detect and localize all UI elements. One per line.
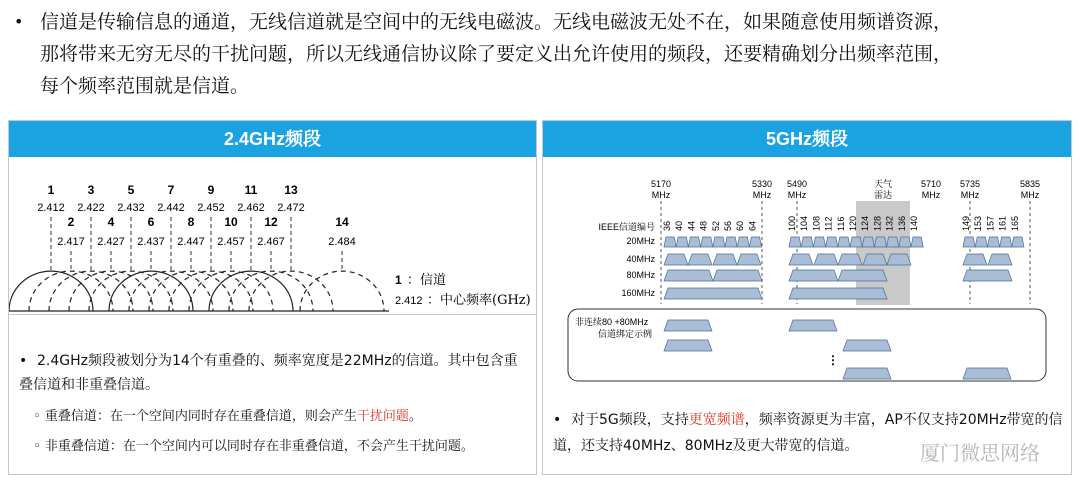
left-sub-2	[33, 437, 529, 457]
channel-number: 157	[985, 215, 996, 231]
sub1-highlight: 干扰问题	[356, 409, 409, 424]
legend-key-2: 2.412	[395, 295, 423, 307]
freq-label: 5710	[920, 179, 942, 189]
channel-arc	[69, 271, 153, 311]
channel-number: 8	[187, 215, 195, 229]
channel-arc	[249, 271, 333, 311]
channel-40mhz	[664, 254, 688, 265]
channel-20mhz	[713, 237, 725, 247]
left-sub-1	[33, 407, 529, 427]
row-label: 160MHz	[621, 288, 655, 298]
channel-80mhz	[713, 270, 762, 281]
channel-20mhz	[899, 237, 911, 247]
channel-number: 60	[735, 220, 746, 231]
freq-label: 5735	[959, 179, 981, 189]
channel-160mhz	[664, 288, 762, 299]
channel-20mhz	[688, 237, 700, 247]
channel-freq: 2.484	[328, 236, 356, 248]
channel-number: 7	[167, 183, 175, 197]
channel-number: 104	[799, 215, 810, 231]
channel-freq: 2.457	[217, 236, 245, 248]
panel-5ghz	[542, 120, 1072, 475]
noncontiguous-label: 非连续80 +80MHz	[575, 317, 649, 327]
channel-number: 116	[835, 216, 846, 231]
freq-label: 5170	[650, 179, 672, 189]
channel-20mhz	[737, 237, 749, 247]
channel-freq: 2.462	[237, 202, 265, 214]
channel-40mhz	[814, 254, 838, 265]
channel-20mhz	[862, 237, 874, 247]
channel-40mhz	[789, 254, 813, 265]
channel-arc	[29, 271, 113, 311]
channel-number: 4	[107, 215, 115, 229]
channel-number: 5	[127, 183, 135, 197]
channel-20mhz	[801, 237, 813, 247]
freq-unit: MHz	[651, 190, 671, 200]
channel-number: 161	[997, 215, 1008, 231]
row-label: IEEE信道编号	[598, 222, 655, 232]
freq-label: 5490	[786, 179, 808, 189]
channel-arc	[300, 271, 384, 311]
ellipsis-icon: ⋮	[827, 353, 839, 367]
channel-freq: 2.427	[97, 236, 125, 248]
example-80mhz	[963, 368, 1011, 379]
example-80mhz	[843, 368, 891, 379]
channel-number: 136	[896, 215, 907, 231]
channel-40mhz	[887, 254, 911, 265]
channel-arc	[129, 271, 213, 311]
note-main-text: 2.4GHz频段被划分为14个有重叠的、频率宽度是22MHz的信道。其中包含重叠信道和非重叠信道。	[19, 353, 518, 393]
channel-freq: 2.412	[37, 202, 65, 214]
channel-20mhz	[975, 237, 987, 247]
panel-2-4ghz	[8, 120, 537, 475]
channel-number: 100	[787, 215, 797, 231]
channel-160mhz	[789, 288, 887, 299]
channel-number: 124	[860, 215, 871, 231]
channel-40mhz	[838, 254, 862, 265]
channel-number: 9	[207, 183, 215, 197]
channel-number: 14	[335, 215, 349, 229]
channel-number: 64	[747, 220, 758, 231]
channel-freq: 2.452	[197, 202, 225, 214]
sub1-text: 重叠信道：在一个空间内同时存在重叠信道，则会产生	[44, 409, 357, 424]
channel-20mhz	[963, 237, 975, 247]
channel-number: 112	[823, 216, 834, 231]
channel-number: 1	[47, 183, 55, 197]
channel-freq: 2.437	[137, 236, 165, 248]
legend-val-1: ：信道	[407, 273, 447, 288]
channel-freq: 2.417	[57, 236, 85, 248]
panel-title-2-4ghz: 2.4GHz频段	[9, 121, 536, 157]
sub-bullet-icon: ◦	[33, 439, 41, 454]
channel-20mhz	[749, 237, 761, 247]
sub-bullet-icon: ◦	[33, 409, 41, 424]
row-label: 40MHz	[626, 254, 655, 264]
channel-arc	[169, 271, 253, 311]
channel-freq: 2.467	[257, 236, 285, 248]
example-80mhz	[843, 340, 891, 351]
channel-80mhz	[838, 270, 887, 281]
channel-20mhz	[676, 237, 688, 247]
panel-title-5ghz: 5GHz频段	[543, 121, 1071, 157]
channel-arc	[189, 271, 273, 311]
channel-number: 11	[244, 183, 258, 197]
channel-number: 120	[848, 215, 858, 231]
watermark: 厦门微思网络	[920, 441, 1040, 465]
row-label: 80MHz	[626, 270, 655, 280]
channel-number: 140	[909, 215, 919, 231]
freq-label: 5835	[1019, 179, 1041, 189]
channel-diagram-2-4ghz	[9, 159, 536, 319]
channel-arc	[109, 271, 193, 311]
channel-arc	[149, 271, 233, 311]
freq-label: 天气	[873, 179, 893, 189]
sub2-text: 非重叠信道：在一个空间内可以同时存在非重叠信道，不会产生干扰问题。	[44, 439, 474, 454]
bullet-icon: •	[553, 412, 562, 428]
channel-20mhz	[813, 237, 825, 247]
channel-20mhz	[911, 237, 923, 247]
channel-freq: 2.472	[277, 202, 305, 214]
left-note-main	[19, 349, 529, 397]
channel-freq: 2.442	[157, 202, 185, 214]
intro-line-1: 信道是传输信息的通道，无线信道就是空间中的无线电磁波。无线电磁波无处不在，如果随意使用频谱资源，	[40, 11, 953, 33]
channel-number: 48	[698, 220, 709, 231]
channel-number: 10	[224, 215, 238, 229]
right-note-text: 对于5G频段，支持	[571, 412, 689, 428]
right-note-highlight: 更宽频谱	[688, 412, 745, 428]
channel-20mhz	[987, 237, 999, 247]
channel-20mhz	[887, 237, 899, 247]
example-80mhz	[664, 320, 712, 331]
noncontiguous-label: 信道绑定示例	[598, 329, 653, 339]
channel-80mhz	[789, 270, 838, 281]
channel-number: 132	[884, 215, 895, 231]
channel-number: 149	[961, 215, 971, 231]
channel-number: 12	[264, 215, 278, 229]
freq-unit: MHz	[921, 190, 941, 200]
channel-number: 153	[973, 215, 984, 231]
channel-diagram-5ghz	[543, 159, 1071, 399]
channel-number: 52	[710, 220, 721, 231]
freq-unit: MHz	[1020, 190, 1040, 200]
channel-20mhz	[850, 237, 862, 247]
channel-number: 3	[87, 183, 95, 197]
bullet-icon: •	[19, 353, 28, 369]
intro-line-2: 那将带来无穷无尽的干扰问题，所以无线通信协议除了要定义出允许使用的频段，还要精确划分出频率范围，	[40, 43, 953, 65]
channel-number: 6	[147, 215, 155, 229]
channel-20mhz	[789, 237, 801, 247]
legend-val-2: ：中心频率(GHz)	[427, 293, 531, 308]
channel-40mhz	[988, 254, 1012, 265]
channel-20mhz	[664, 237, 676, 247]
channel-freq: 2.447	[177, 236, 205, 248]
intro-bullet: •	[14, 12, 24, 31]
channel-number: 44	[686, 220, 697, 231]
channel-number: 108	[811, 215, 822, 231]
freq-unit: MHz	[960, 190, 980, 200]
example-80mhz	[664, 340, 712, 351]
example-80mhz	[789, 320, 837, 331]
intro-paragraph	[14, 6, 1074, 102]
intro-line-3: 每个频率范围就是信道。	[40, 75, 250, 97]
channel-arc	[89, 271, 173, 311]
channel-number: 2	[67, 215, 75, 229]
freq-unit: 雷达	[873, 190, 893, 200]
channel-40mhz	[713, 254, 737, 265]
right-note-end: ，频率资源更为丰富，AP不仅支持20MHz带宽的信道，还支持40MHz、80MHz及更大带宽的信道。	[553, 412, 1063, 454]
channel-20mhz	[1012, 237, 1024, 247]
divider	[9, 314, 536, 315]
channel-20mhz	[725, 237, 737, 247]
channel-number: 56	[723, 220, 733, 231]
channel-20mhz	[838, 237, 850, 247]
legend-key-1: 1	[395, 273, 402, 287]
channel-20mhz	[1000, 237, 1012, 247]
channel-number: 128	[872, 215, 883, 231]
channel-40mhz	[688, 254, 712, 265]
channel-number: 36	[662, 220, 672, 231]
channel-freq: 2.422	[77, 202, 105, 214]
sub1-end: 。	[408, 409, 422, 424]
channel-arc	[9, 271, 93, 311]
channel-40mhz	[863, 254, 887, 265]
channel-20mhz	[826, 237, 838, 247]
left-notes	[19, 349, 529, 457]
freq-unit: MHz	[787, 190, 807, 200]
channel-arc	[209, 271, 293, 311]
channel-40mhz	[963, 254, 987, 265]
row-label: 20MHz	[626, 236, 655, 246]
channel-number: 165	[1009, 215, 1020, 231]
channel-20mhz	[874, 237, 886, 247]
freq-unit: MHz	[752, 190, 772, 200]
channel-80mhz	[963, 270, 1012, 281]
channel-number: 13	[284, 183, 298, 197]
channel-arc	[49, 271, 133, 311]
channel-80mhz	[664, 270, 713, 281]
freq-label: 5330	[751, 179, 773, 189]
channel-40mhz	[737, 254, 761, 265]
channel-number: 40	[674, 220, 685, 231]
channel-arc	[229, 271, 313, 311]
channel-20mhz	[701, 237, 713, 247]
channel-freq: 2.432	[117, 202, 145, 214]
